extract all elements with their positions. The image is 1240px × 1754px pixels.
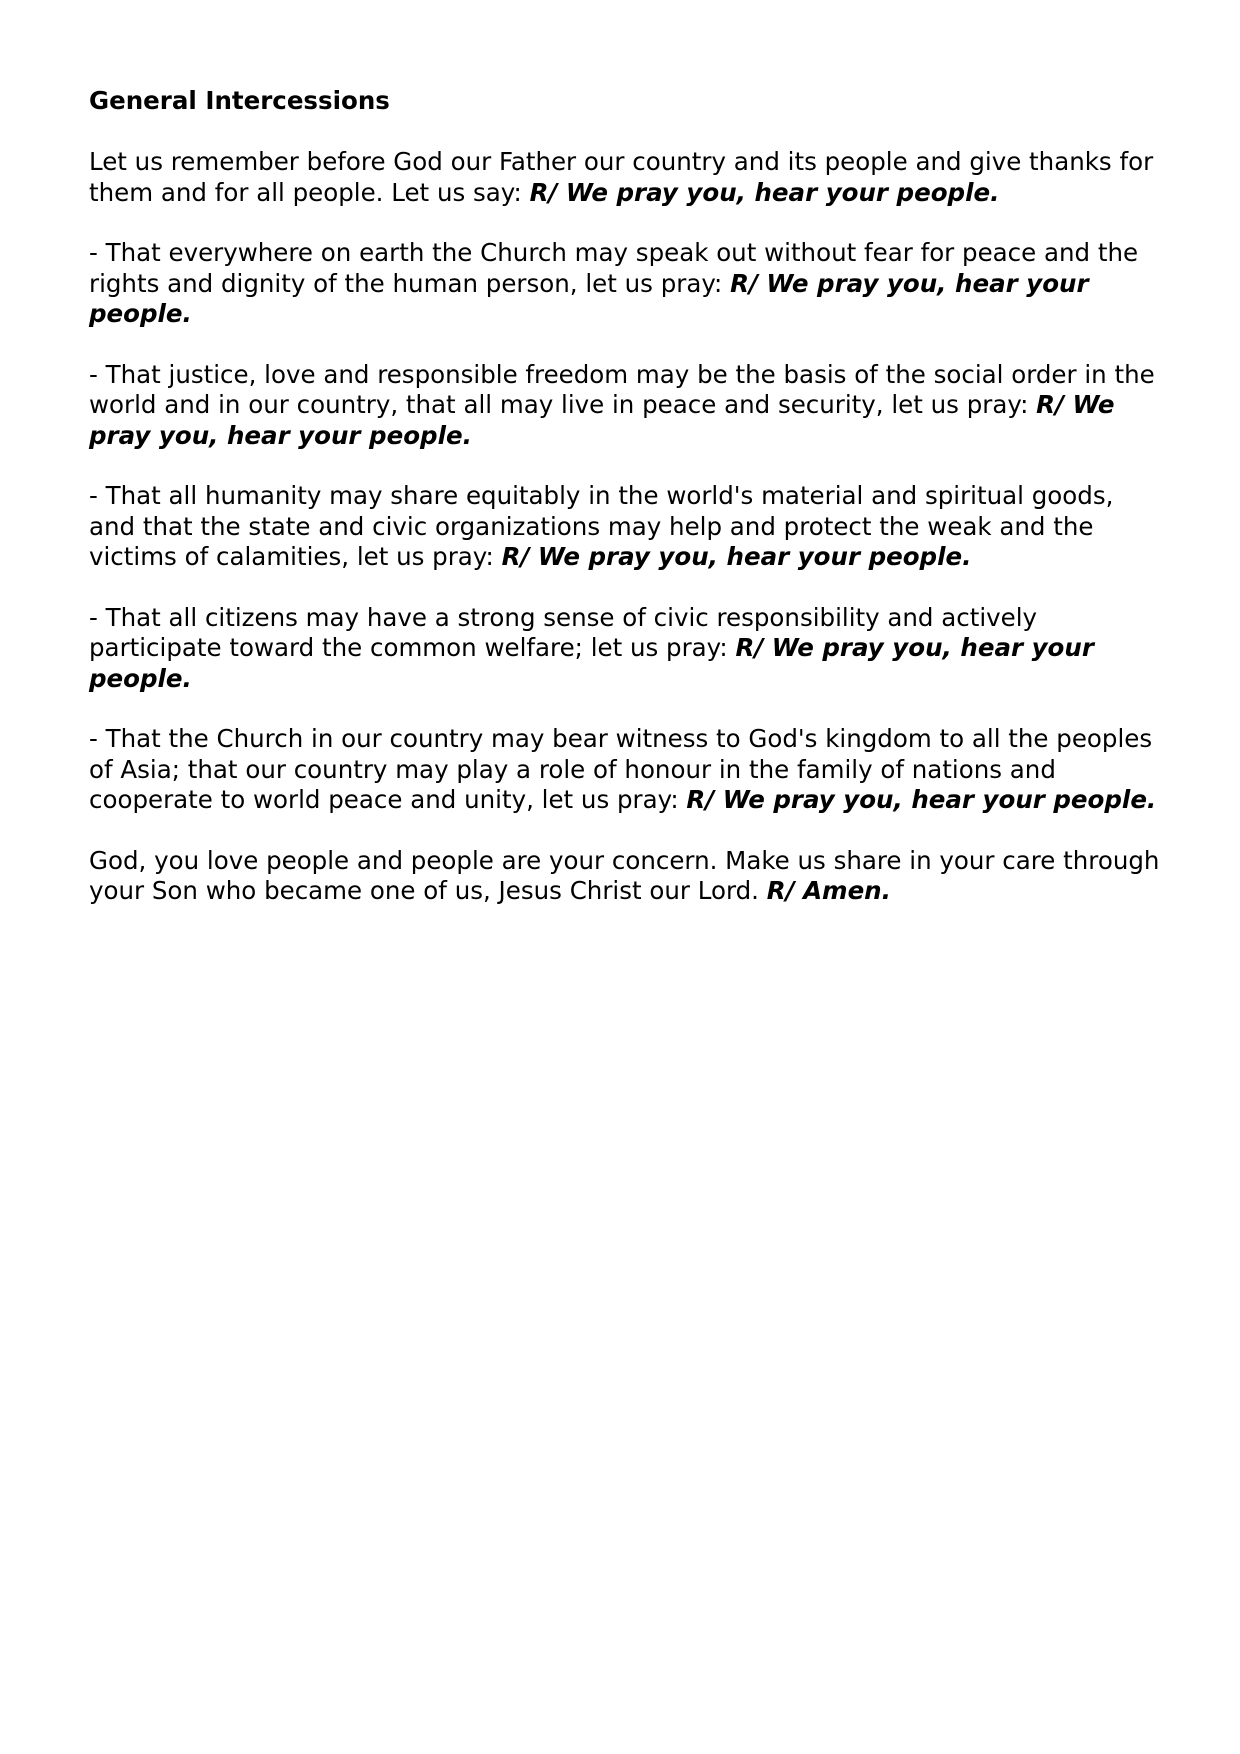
intercession-text: - That everywhere on earth the Church may speak out without fear for peace and the rights and dignity of the human person, let us pray: [89, 238, 1139, 298]
intercession-text: - That all humanity may share equitably in the world's material and spiritual goods, and that the state and civic organizations may help and protect the weak and the victims of calamities, let us pray: [89, 481, 1114, 571]
intercession-5 [89, 724, 1164, 816]
intercession-response: R/ We pray you, hear your people. [686, 785, 1157, 814]
intro-paragraph [89, 147, 1164, 208]
intercession-response: R/ We pray you, hear your people. [89, 390, 1115, 450]
intercession-response: R/ We pray you, hear your people. [89, 633, 1094, 693]
intro-text: Let us remember before God our Father our country and its people and give thanks for them and for all people. Let us say: [89, 147, 1154, 207]
document-page [89, 86, 1164, 937]
intercession-text: - That all citizens may have a strong sense of civic responsibility and actively participate toward the common welfare; let us pray: [89, 602, 1038, 662]
intercession-2 [89, 360, 1164, 452]
closing-response: R/ Amen. [766, 876, 891, 905]
intercession-response: R/ We pray you, hear your people. [501, 542, 972, 571]
intercession-text: - That the Church in our country may bear witness to God's kingdom to all the peoples of Asia; that our country may play a role of honour in the family of nations and cooperate to world peace and unity, let us pray: [89, 724, 1153, 814]
intercession-response: R/ We pray you, hear your people. [89, 268, 1089, 328]
intercession-1 [89, 238, 1164, 330]
document-title: General Intercessions [89, 86, 390, 115]
closing-text: God, you love people and people are your concern. Make us share in your care through your Son who became one of us, Jesus Christ our Lord. [89, 845, 1160, 905]
intercession-text: - That justice, love and responsible freedom may be the basis of the social order in the world and in our country, that all may live in peace and security, let us pray: [89, 359, 1155, 419]
intro-response: R/ We pray you, hear your people. [529, 177, 1000, 207]
intercession-3 [89, 481, 1164, 573]
intercession-4 [89, 603, 1164, 695]
closing-paragraph [89, 846, 1164, 907]
